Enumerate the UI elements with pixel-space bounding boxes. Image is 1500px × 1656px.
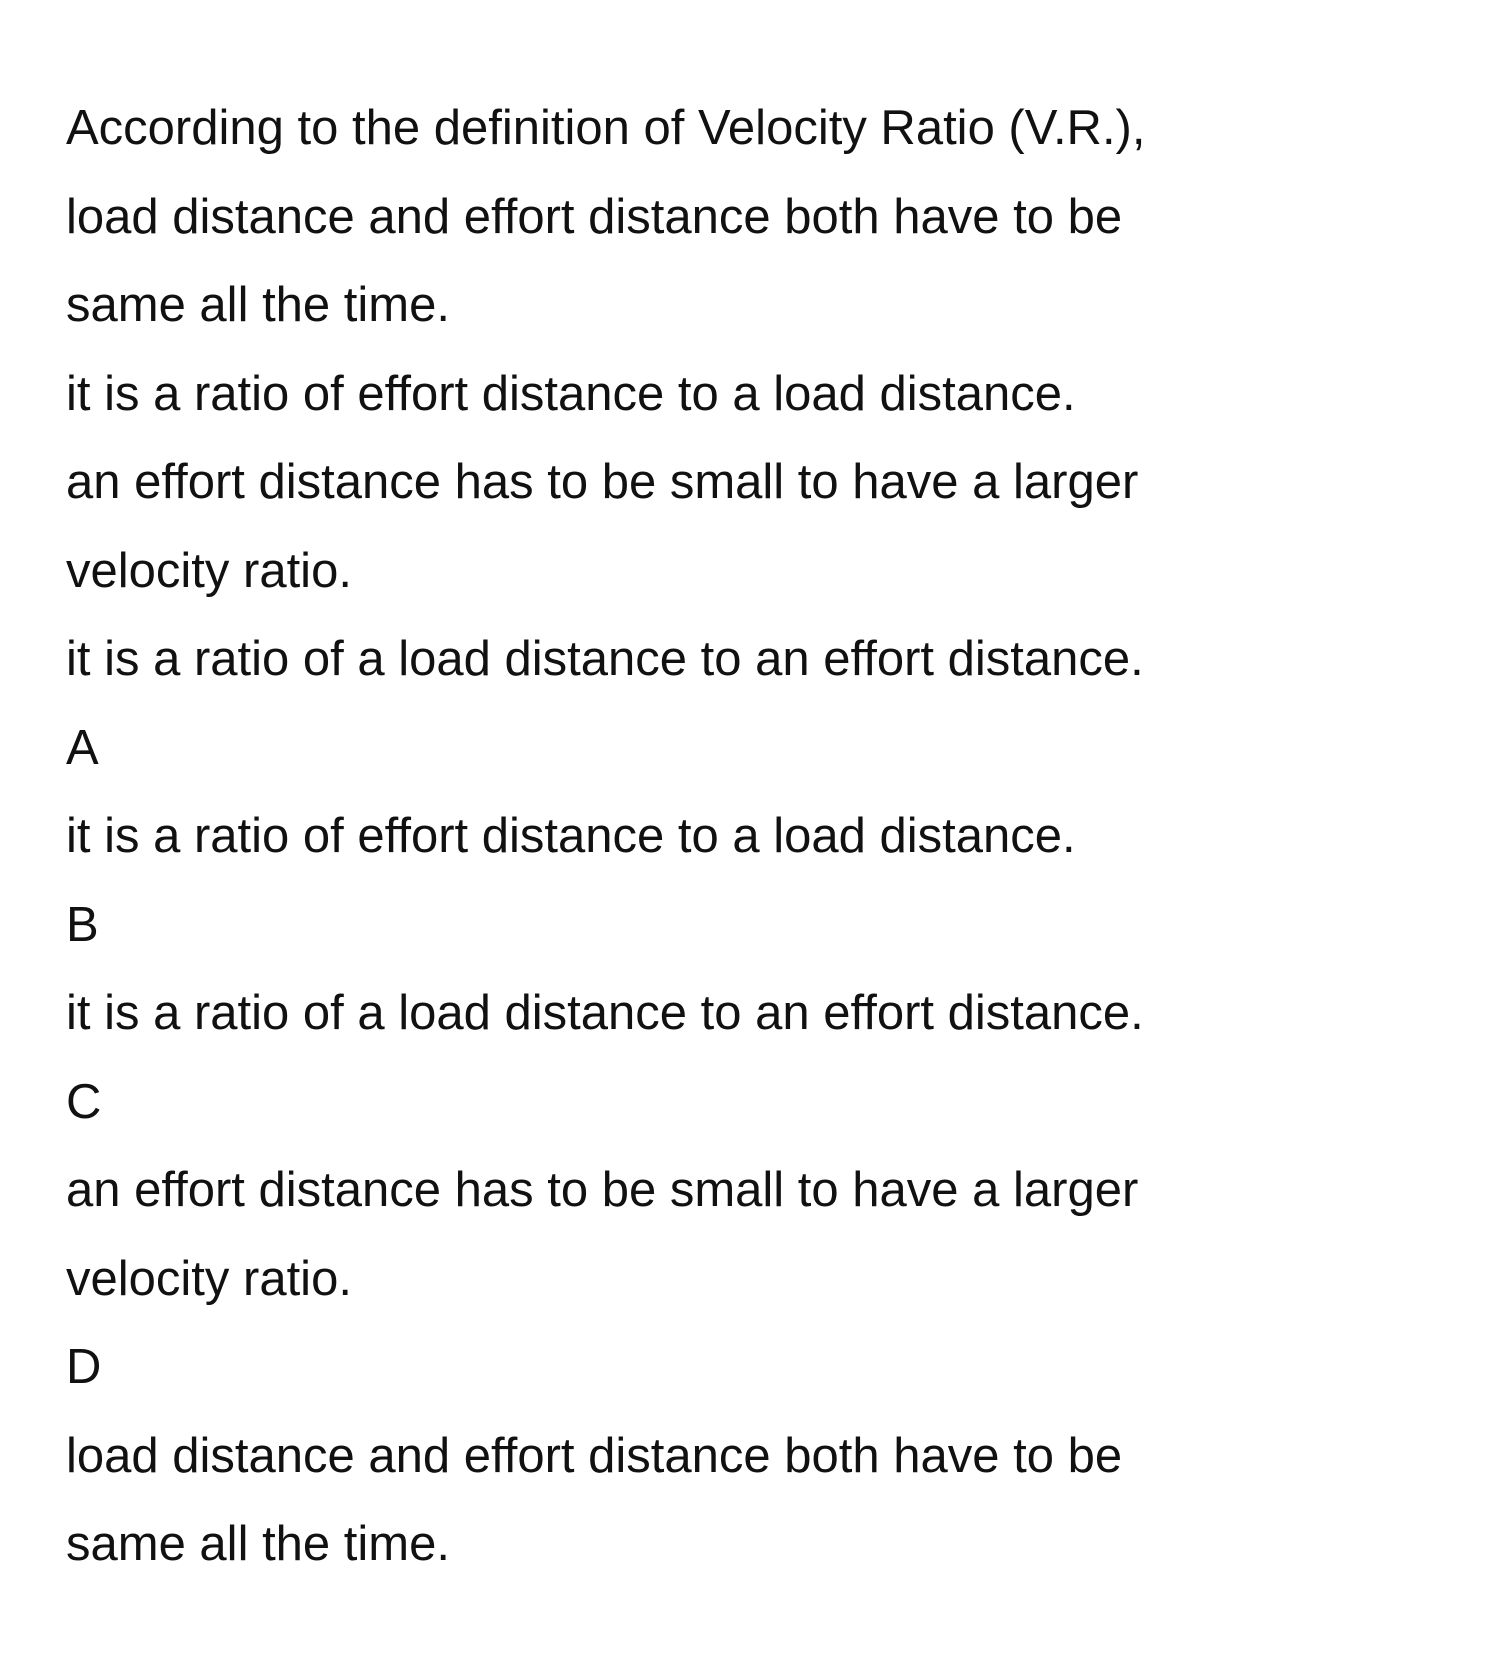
option-text: velocity ratio. bbox=[66, 1251, 352, 1306]
question-line: it is a ratio of a load distance to an effort distance. bbox=[66, 632, 1144, 686]
question-text bbox=[66, 84, 1466, 704]
option-letter: B bbox=[66, 897, 99, 952]
option-text: it is a ratio of a load distance to an effort distance. bbox=[66, 986, 1144, 1040]
option-d[interactable] bbox=[66, 1323, 1466, 1589]
question-line: same all the time. bbox=[66, 278, 450, 332]
option-text: same all the time. bbox=[66, 1517, 450, 1571]
option-c[interactable] bbox=[66, 1058, 1466, 1324]
option-letter: D bbox=[66, 1340, 102, 1394]
option-text: an effort distance has to be small to have a larger bbox=[66, 1163, 1139, 1217]
question-line: load distance and effort distance both have to be bbox=[66, 189, 1123, 244]
question-line: According to the definition of Velocity Ratio (V.R.), bbox=[66, 101, 1146, 155]
option-text: it is a ratio of effort distance to a load distance. bbox=[66, 809, 1076, 863]
option-a[interactable] bbox=[66, 704, 1466, 881]
option-text: load distance and effort distance both have to be bbox=[66, 1428, 1123, 1483]
option-b[interactable] bbox=[66, 881, 1466, 1058]
question-line: an effort distance has to be small to have a larger bbox=[66, 455, 1139, 509]
option-letter: A bbox=[66, 720, 99, 775]
question-line: velocity ratio. bbox=[66, 543, 352, 598]
question-document bbox=[66, 84, 1466, 1589]
option-letter: C bbox=[66, 1074, 102, 1129]
question-line: it is a ratio of effort distance to a load distance. bbox=[66, 366, 1076, 421]
